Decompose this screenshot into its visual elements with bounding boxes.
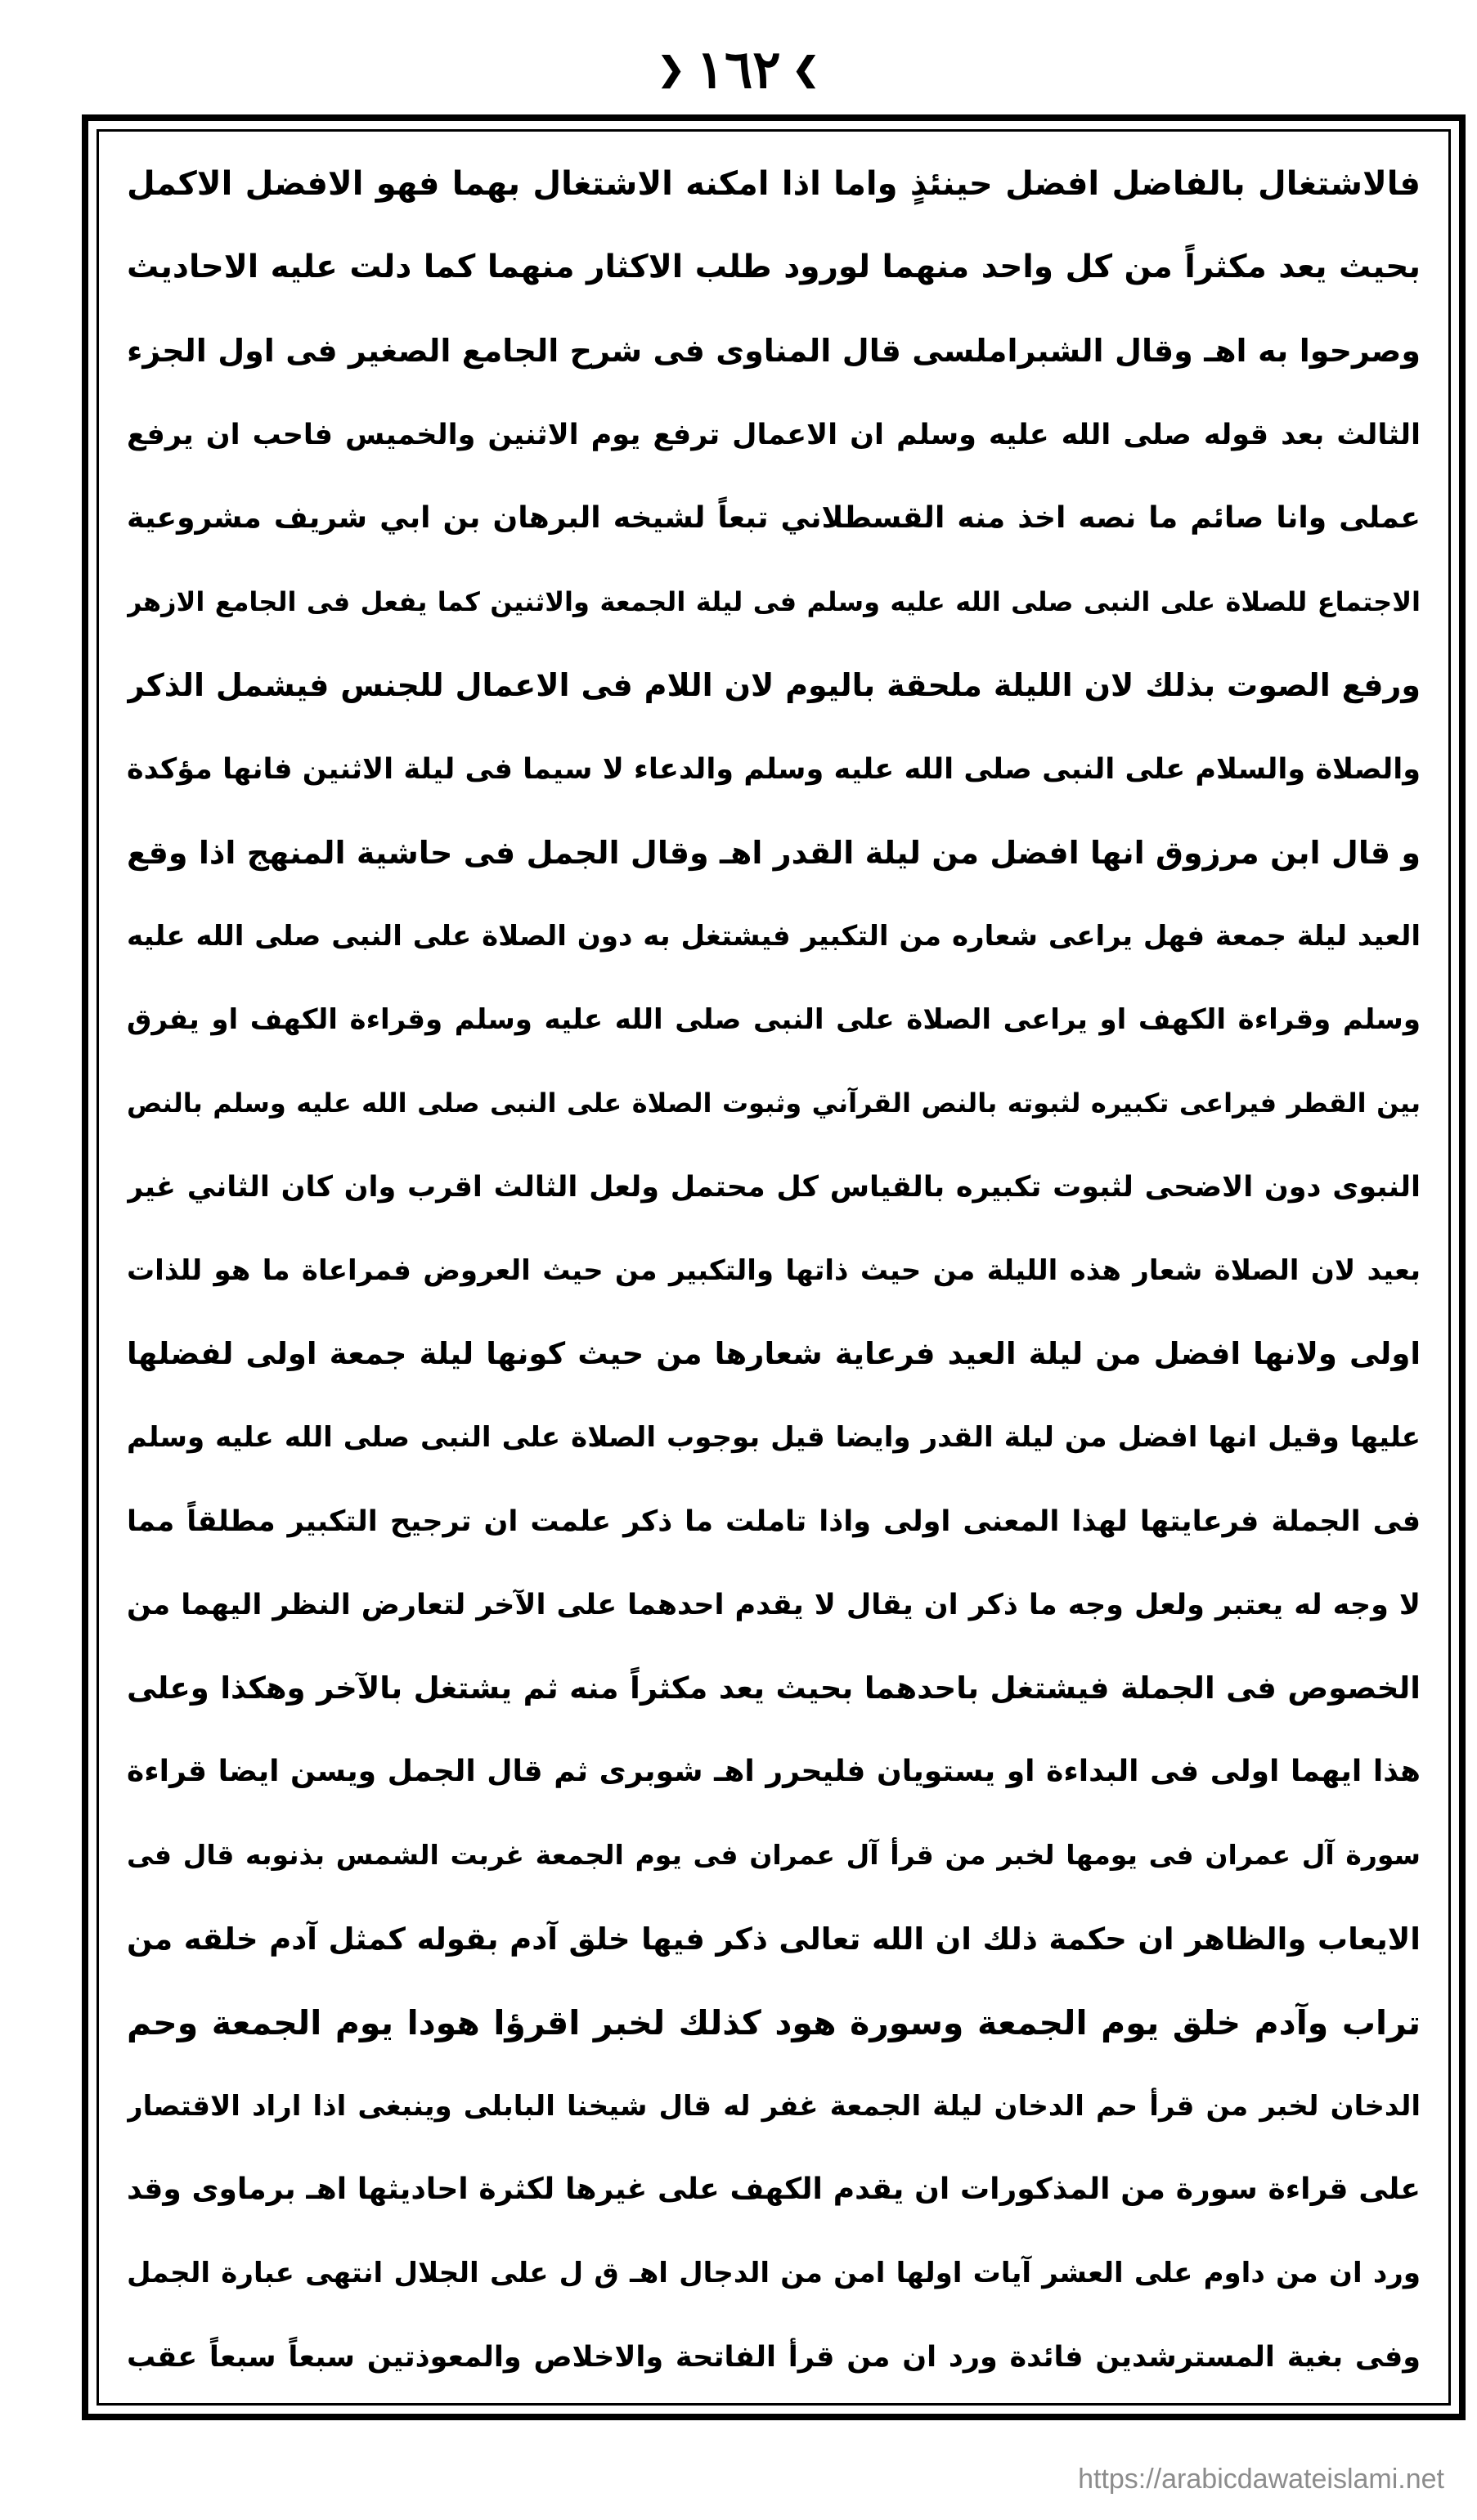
- text-line: فى الجملة فرعايتها لهذا المعنى اولى واذا تاملت ما ذكر علمت ان ترجيح التكبير مطلقاً مما: [127, 1504, 1421, 1538]
- page-number-text: ١٦٢: [696, 38, 781, 101]
- text-line: عملى وانا صائم ما نصه اخذ منه القسطلاني تبعاً لشيخه البرهان بن ابي شريف مشروعية: [127, 500, 1421, 535]
- text-line: النبوى دون الاضحى لثبوت تكبيره بالقياس كل محتمل ولعل الثالث اقرب وان كان الثاني غير: [127, 1170, 1421, 1204]
- text-line: لا وجه له يعتبر ولعل وجه ما ذكر ان يقال لا يقدم احدهما على الآخر لتعارض النظر اليهما من: [127, 1588, 1421, 1621]
- text-line: الخصوص فى الجملة فيشتغل باحدهما بحيث يعد مكثراً منه ثم يشتغل بالآخر وهكذا وعلى: [127, 1670, 1421, 1706]
- page-border-outer: [82, 114, 1466, 2420]
- text-line: بحيث يعد مكثراً من كل واحد منهما لورود طلب الاكثار منهما كما دلت عليه الاحاديث: [127, 249, 1421, 286]
- watermark-url: https://arabicdawateislami.net: [1078, 2464, 1444, 2495]
- text-line: الثالث بعد قوله صلى الله عليه وسلم ان الاعمال ترفع يوم الاثنين والخميس فاحب ان يرفع: [127, 418, 1421, 451]
- text-line: اولى ولانها افضل من ليلة العيد فرعاية شعارها من حيث كونها ليلة جمعة اولى لفضلها: [127, 1336, 1421, 1372]
- text-line: عليها وقيل انها افضل من ليلة القدر وايضا قيل بوجوب الصلاة على النبى صلى الله عليه وسلم: [127, 1421, 1421, 1455]
- text-line: بين القطر فيراعى تكبيره لثبوته بالنص القرآني وثبوت الصلاة على النبى صلى الله عليه وسلم بالنص: [127, 1087, 1421, 1119]
- text-line: تراب وآدم خلق يوم الجمعة وسورة هود كذلك لخبر اقرؤا هودا يوم الجمعة وحم: [127, 2002, 1421, 2042]
- text-line: سورة آل عمران فى يومها لخبر من قرأ آل عمران فى يوم الجمعة غربت الشمس بذنوبه قال فى: [127, 1839, 1421, 1872]
- text-line: الاجتماع للصلاة على النبى صلى الله عليه وسلم فى ليلة الجمعة والاثنين كما يفعل فى الجامع الازهر: [127, 586, 1421, 618]
- ornament-right-icon: ❯: [792, 50, 820, 88]
- text-line: الدخان لخبر من قرأ حم الدخان ليلة الجمعة غفر له قال شيخنا البابلى وينبغى اذا اراد الاقتصار: [127, 2090, 1421, 2123]
- text-line: بعيد لان الصلاة شعار هذه الليلة من حيث ذاتها والتكبير من حيث العروض فمراعاة ما هو للذات: [127, 1253, 1421, 1287]
- text-line: هذا ايهما اولى فى البداءة او يستويان فليحرر اهـ شوبرى ثم قال الجمل ويسن ايضا قراءة: [127, 1755, 1421, 1789]
- text-line: والصلاة والسلام على النبى صلى الله عليه وسلم والدعاء لا سيما فى ليلة الاثنين فانها مؤكدة: [127, 752, 1421, 786]
- text-line: و قال ابن مرزوق انها افضل من ليلة القدر اهـ وقال الجمل فى حاشية المنهج اذا وقع: [127, 834, 1421, 871]
- text-line: وسلم وقراءة الكهف او يراعى الصلاة على النبى صلى الله عليه وسلم وقراءة الكهف او يفرق: [127, 1003, 1421, 1037]
- ornament-left-icon: ❮: [657, 50, 685, 88]
- body-text: [127, 146, 1421, 2395]
- page-number: [658, 39, 819, 101]
- text-line: العيد ليلة جمعة فهل يراعى شعاره من التكبير فيشتغل به دون الصلاة على النبى صلى الله عليه: [127, 919, 1421, 953]
- text-line: وصرحوا به اهـ وقال الشبراملسى قال المناوى فى شرح الجامع الصغير فى اول الجزء: [127, 333, 1421, 370]
- text-line: على قراءة سورة من المذكورات ان يقدم الكهف على غيرها لكثرة احاديثها اهـ برماوى وقد: [127, 2172, 1421, 2207]
- text-line: الايعاب والظاهر ان حكمة ذلك ان الله تعالى ذكر فيها خلق آدم بقوله كمثل آدم خلقه من: [127, 1921, 1421, 1957]
- page-header: [0, 33, 1477, 106]
- text-line: وفى بغية المسترشدين فائدة ورد ان من قرأ الفاتحة والاخلاص والمعوذتين سبعاً سبعاً عقب: [127, 2340, 1421, 2374]
- text-line: ورد ان من داوم على العشر آيات اولها امن من الدجال اهـ ق ل على الجلال انتهى عبارة الجمل: [127, 2257, 1421, 2290]
- text-line: فالاشتغال بالفاضل افضل حينئذٍ واما اذا امكنه الاشتغال بهما فهو الافضل الاكمل: [127, 165, 1421, 203]
- page-border-inner: [97, 129, 1451, 2406]
- text-line: ورفع الصوت بذلك لان الليلة ملحقة باليوم لان اللام فى الاعمال للجنس فيشمل الذكر: [127, 667, 1421, 704]
